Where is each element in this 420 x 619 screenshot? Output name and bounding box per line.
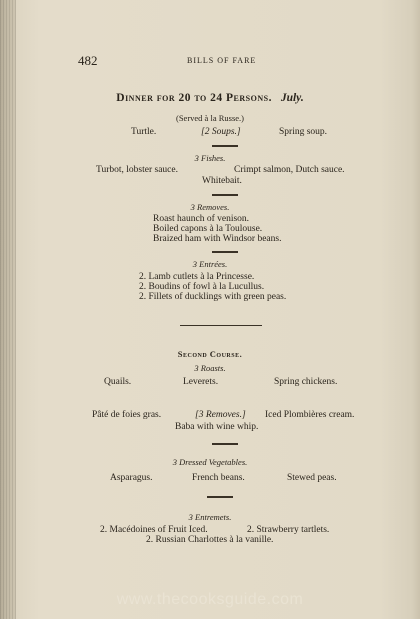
divider xyxy=(207,496,233,498)
fish-right: Crimpt salmon, Dutch sauce. xyxy=(234,165,345,175)
roasts-heading: 3 Roasts. xyxy=(194,363,226,373)
roast-left: Quails. xyxy=(104,377,132,387)
entrees-heading: 3 Entrées. xyxy=(192,259,228,269)
entree-item: 2. Boudins of fowl à la Lucullus. xyxy=(139,282,265,292)
menu-title xyxy=(0,92,420,104)
entremet-center: 2. Russian Charlottes à la vanille. xyxy=(146,535,274,545)
roast-right: Spring chickens. xyxy=(274,377,338,387)
vegetable-right: Stewed peas. xyxy=(287,473,337,483)
remove2-below: Baba with wine whip. xyxy=(175,422,259,432)
fishes-heading: 3 Fishes. xyxy=(194,153,226,163)
entremets-heading: 3 Entremets. xyxy=(188,512,232,522)
entremet-left: 2. Macédoines of Fruit Iced. xyxy=(100,525,208,535)
entree-item: 2. Fillets of ducklings with green peas. xyxy=(139,292,287,302)
running-title: BILLS OF FARE xyxy=(187,56,257,65)
remove2-right: Iced Plombières cream. xyxy=(265,410,355,420)
watermark: www.thecooksguide.com xyxy=(116,591,304,608)
soup-left: Turtle. xyxy=(131,127,157,137)
remove-item: Braized ham with Windsor beans. xyxy=(153,234,282,244)
page-number: 482 xyxy=(78,53,98,68)
fish-center: Whitebait. xyxy=(202,176,242,186)
service-note: (Served à la Russe.) xyxy=(176,113,244,123)
entremet-right: 2. Strawberry tartlets. xyxy=(247,525,330,535)
second-course-heading: Second Course. xyxy=(177,349,243,359)
remove2-left: Pâté de foies gras. xyxy=(92,410,162,420)
vegetables-heading: 3 Dressed Vegetables. xyxy=(172,457,248,467)
divider xyxy=(212,443,238,445)
menu-title-main: Dinner for 20 to 24 Persons. xyxy=(116,92,272,104)
vegetable-center: French beans. xyxy=(192,473,245,483)
remove-item: Roast haunch of venison. xyxy=(153,214,250,224)
menu-title-month: July. xyxy=(280,92,304,104)
divider xyxy=(212,145,238,147)
vegetable-left: Asparagus. xyxy=(110,473,153,483)
entree-item: 2. Lamb cutlets à la Princesse. xyxy=(139,272,255,282)
remove-item: Boiled capons à la Toulouse. xyxy=(153,224,263,234)
divider xyxy=(212,251,238,253)
divider xyxy=(212,194,238,196)
removes2-heading: [3 Removes.] xyxy=(195,410,246,420)
fish-left: Turbot, lobster sauce. xyxy=(96,165,178,175)
removes-heading: 3 Removes. xyxy=(190,202,230,212)
roast-center: Leverets. xyxy=(183,377,219,387)
soup-right: Spring soup. xyxy=(279,127,328,137)
soups-heading: [2 Soups.] xyxy=(201,127,241,137)
course-divider xyxy=(180,325,262,326)
